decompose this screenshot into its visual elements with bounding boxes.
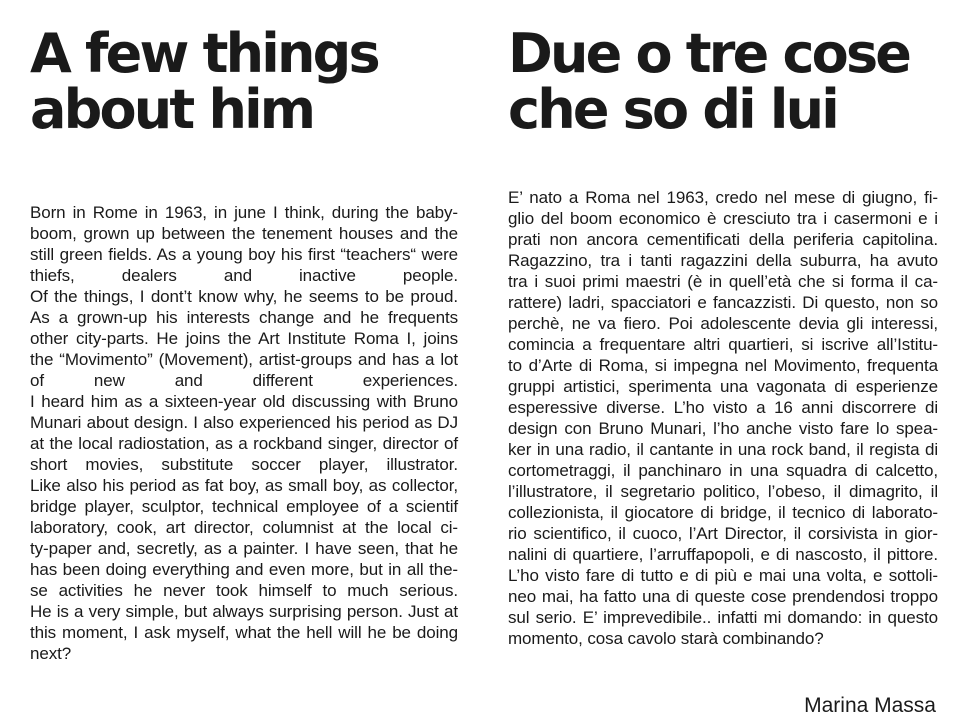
italian-text-line: rio scientifico, il cuoco, l’Art Director, il corsivista in gior- (508, 524, 938, 543)
english-text-line: laboratory, cook, art director, columnist at the local ci- (30, 518, 458, 537)
italian-text-line: ker in una radio, il cantante in una rock band, il regista di (508, 440, 938, 459)
italian-text-line: l’illustratore, il segretario politico, l’obeso, il dimagrito, il (508, 482, 938, 501)
english-text-line: other city-parts. He joins the Art Institute Roma I, joins (30, 329, 458, 348)
italian-text-line: E’ nato a Roma nel 1963, credo nel mese di giugno, fi- (508, 188, 938, 207)
english-text-line: boom, grown up between the tenement houses and the (30, 224, 458, 243)
english-text-line: the “Movimento” (Movement), artist-groups and has a lot (30, 350, 458, 369)
english-text-line: Like also his period as fat boy, as small boy, as collector, (30, 476, 458, 495)
italian-title-line-2: che so di lui (508, 78, 837, 141)
italian-text-line: neo mai, ha fatto una di queste cose prendendosi troppo (508, 587, 938, 606)
italian-text-line: design con Bruno Munari, l’ho anche visto fare lo spea- (508, 419, 938, 438)
english-text-line: I heard him as a sixteen-year old discussing with Bruno (30, 392, 458, 411)
english-text-line: short movies, substitute soccer player, illustrator. (30, 455, 458, 474)
english-text-line: bridge player, sculptor, technical employee of a scientif (30, 497, 458, 516)
english-text-line: se activities he never took himself to much serious. (30, 581, 458, 600)
italian-text-line: rattere) ladri, spacciatori e fancazzisti. Di questo, non so (508, 293, 938, 312)
english-body-text (30, 202, 458, 664)
italian-text-line: comincia a frequentare altri quartieri, si iscrive all’Istitu- (508, 335, 938, 354)
italian-text-line: gruppi artistici, sperimenta una vagonata di esperienze (508, 377, 938, 396)
english-text-line: next? (30, 644, 72, 663)
italian-body-text (508, 187, 938, 649)
english-title-line-2: about him (30, 78, 314, 141)
english-text-line: Of the things, I dont’t know why, he seems to be proud. (30, 287, 458, 306)
english-text-line: ty-paper and, secretly, as a painter. I have seen, that he (30, 539, 458, 558)
english-text-line: has been doing everything and even more, but in all the- (30, 560, 458, 579)
italian-text-line: nalini di quartiere, l’arruffapopoli, e di nascosto, il pittore. (508, 545, 938, 564)
english-title (30, 22, 378, 141)
italian-text-line: collezionista, il giocatore di bridge, il tecnico di laborato- (508, 503, 938, 522)
english-text-line: Born in Rome in 1963, in june I think, during the baby- (30, 203, 458, 222)
italian-text-line: sul serio. E’ imprevedibile.. infatti mi domando: in questo (508, 608, 938, 627)
english-text-line: at the local radiostation, as a rockband singer, director of (30, 434, 458, 453)
italian-text-line: esperessive diverse. L’ho visto a 16 anni discorrere di (508, 398, 938, 417)
italian-text-line: cortometraggi, il panchinaro in una squadra di calcetto, (508, 461, 938, 480)
author-signature: Marina Massa (804, 694, 936, 717)
english-text-line: He is a very simple, but always surprising person. Just at (30, 602, 458, 621)
english-text-line: this moment, I ask myself, what the hell will he be doing (30, 623, 458, 642)
italian-text-line: to d’Arte di Roma, si impegna nel Movimento, frequenta (508, 356, 938, 375)
italian-text-line: prati non ancora cementificati della periferia capitolina. (508, 230, 938, 249)
italian-title-line-1: Due o tre cose (508, 22, 910, 85)
italian-text-line: tra i suoi primi maestri (è in quell’età che si forma il ca- (508, 272, 938, 291)
english-title-line-1: A few things (30, 22, 378, 85)
english-text-line: still green fields. As a young boy his first “teachers“ were (30, 245, 458, 264)
english-text-line: Munari about design. I also experienced his period as DJ (30, 413, 458, 432)
italian-title (508, 22, 910, 141)
italian-text-line: Ragazzino, tra i tanti ragazzini della suburra, ha avuto (508, 251, 938, 270)
english-text-line: As a grown-up his interests change and he frequents (30, 308, 458, 327)
italian-text-line: momento, cosa cavolo starà combinando? (508, 629, 824, 648)
italian-text-line: glio del boom economico è cresciuto tra i casermoni e i (508, 209, 938, 228)
italian-text-line: perchè, ne va fiero. Poi adolescente devia gli interessi, (508, 314, 938, 333)
english-text-line: thiefs, dealers and inactive people. (30, 266, 458, 285)
italian-text-line: L’ho visto fare di tutto e di più e mai una volta, e sottoli- (508, 566, 938, 585)
english-text-line: of new and different experiences. (30, 371, 458, 390)
